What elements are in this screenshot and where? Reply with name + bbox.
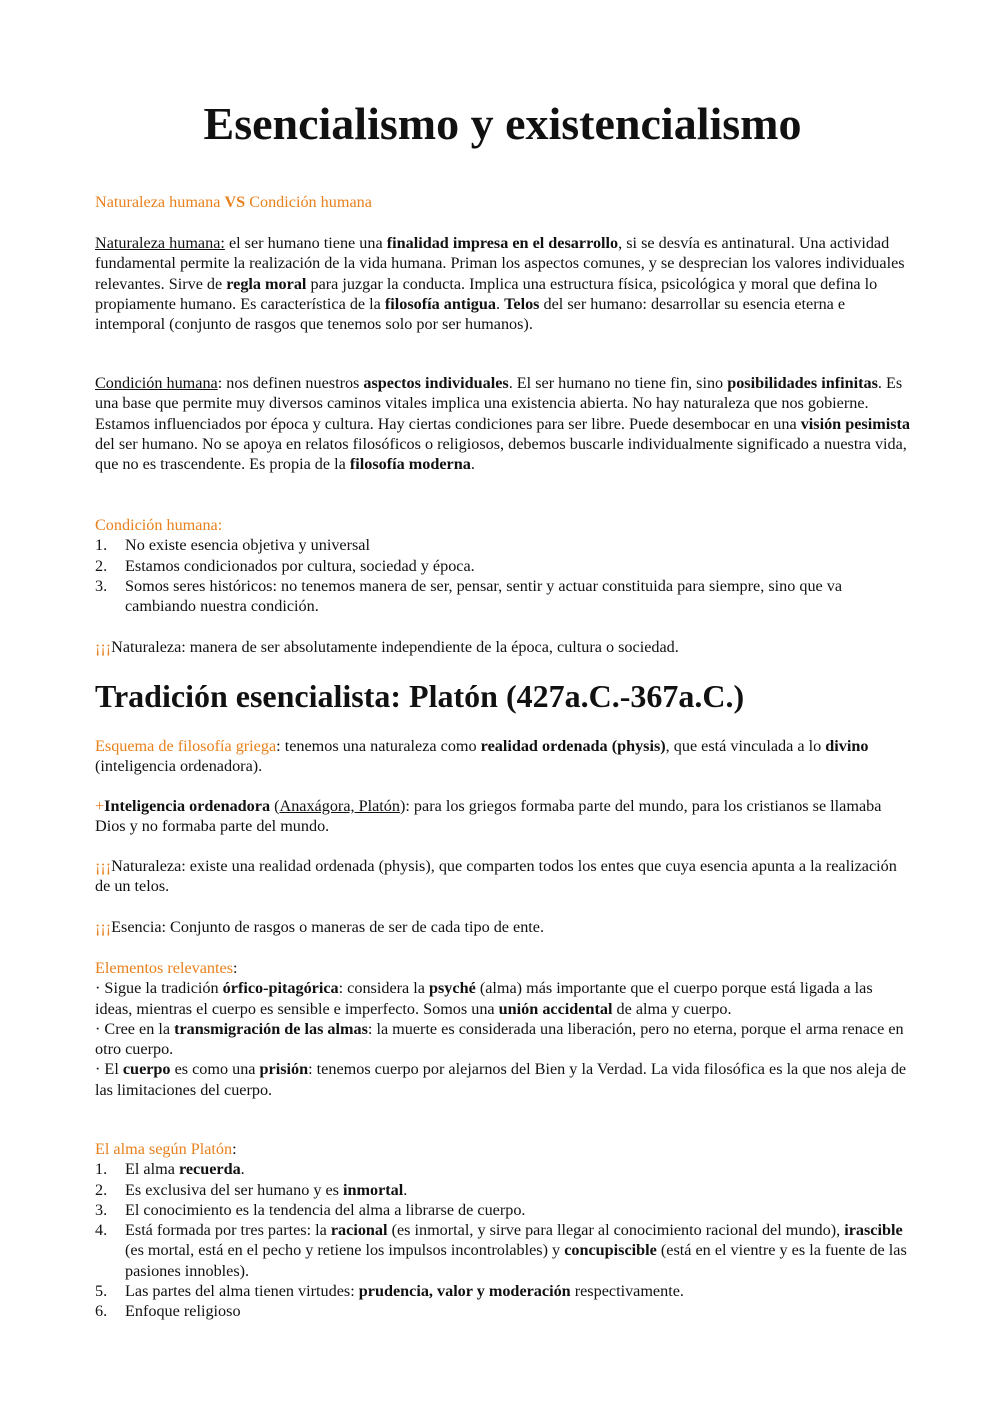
inteligencia-paragraph (95, 796, 910, 837)
list-number: 3. (95, 576, 108, 595)
naturaleza-paragraph (95, 233, 910, 334)
list-number: 1. (95, 536, 108, 555)
text-run: El conocimiento es la tendencia del alma a librarse de cuerpo. (125, 1200, 526, 1219)
text-run: es como una (170, 1060, 260, 1079)
list-number: 2. (95, 556, 108, 575)
bold-run: unión accidental (498, 999, 613, 1018)
condicion-list-section (95, 515, 910, 616)
list-item (95, 576, 910, 617)
esquema-paragraph (95, 736, 910, 777)
text-run: : tenemos una naturaleza como (276, 737, 481, 755)
naturaleza-label: Naturaleza humana: (95, 234, 225, 252)
underlined-run: Anaxágora, Platón (279, 797, 400, 815)
list-text: Somos seres históricos: no tenemos manera de ser, pensar, sentir y actuar constituida para siempre, sino que va cambiando nuestra condición. (125, 576, 843, 616)
text-run: El alma (125, 1160, 179, 1179)
text-run: : (232, 1140, 237, 1158)
list-item (95, 1281, 910, 1301)
text-run: Es exclusiva del ser humano y es (125, 1180, 344, 1199)
text-run: . (470, 455, 475, 474)
text-run: . El ser humano no tiene fin, sino (508, 374, 728, 392)
text-run: . (403, 1180, 408, 1199)
alma-heading (95, 1139, 910, 1159)
bold-run: órfico-pitagórica (222, 979, 339, 998)
elementos-heading (95, 958, 910, 978)
bold-run: posibilidades infinitas (727, 374, 878, 392)
subtitle-b: Condición humana (245, 193, 372, 211)
list-item (95, 556, 910, 576)
subtitle (95, 192, 910, 212)
text-run: : tenemos cuerpo por alejarnos del Bien y la Verdad. La vida filosófica es la que nos aleja de las limitaciones del cuerpo. (95, 1060, 907, 1099)
elemento-item (95, 1019, 910, 1060)
bold-run: finalidad impresa en el desarrollo (386, 234, 619, 252)
bold-run: concupiscible (564, 1241, 657, 1260)
text-run: : considera la (338, 979, 429, 998)
text-run: de alma y cuerpo. (612, 999, 732, 1018)
text-run: . (240, 1160, 245, 1179)
subtitle-vs: VS (224, 193, 246, 211)
text-run: . Es una base que permite muy diversos caminos vitales implica una existencia abierta. No hay naturaleza que nos gobierne. Estamos influenciados por época y cultura. Hay ciertas condiciones para ser libre. Puede desembocar en una (95, 374, 903, 433)
alma-list (95, 1159, 910, 1321)
bold-run: Telos (504, 294, 540, 313)
text-run: (alma) más importante que el cuerpo porque está ligada a las ideas, mientras el cuerpo es sensible e imperfecto. Somos una (95, 979, 873, 1018)
text-run: ( (270, 797, 280, 815)
note-text: Esencia: Conjunto de rasgos o maneras de ser de cada tipo de ente. (111, 918, 545, 936)
condicion-label: Condición humana (95, 374, 218, 392)
list-item (95, 535, 910, 555)
text-run: Las partes del alma tienen virtudes: (125, 1282, 359, 1301)
text-run: el ser humano tiene una (224, 234, 387, 252)
note-text: Naturaleza: manera de ser absolutamente independiente de la época, cultura o sociedad. (111, 638, 679, 656)
list-number: 4. (95, 1221, 108, 1240)
alma-heading-text: El alma según Platón (95, 1140, 233, 1158)
text-run: : la muerte es considerada una liberación, pero no eterna, porque el arma renace en otro cuerpo. (95, 1019, 904, 1059)
bold-run: regla moral (226, 274, 307, 293)
text-run: Enfoque religioso (125, 1302, 241, 1321)
list-text: Estamos condicionados por cultura, sociedad y época. (125, 556, 475, 575)
elemento-item (95, 1059, 910, 1100)
exclamation-mark: ¡¡¡ (95, 918, 112, 936)
list-item (95, 1180, 910, 1200)
subtitle-a: Naturaleza humana (95, 193, 225, 211)
text-run: (inteligencia ordenadora). (95, 757, 263, 776)
text-run: del ser humano. No se apoya en relatos filosóficos o religiosos, debemos buscarle individualmente significado a nuestra vida, que no es trascendente. Es propia de la (95, 434, 907, 474)
plus-mark: + (95, 797, 105, 815)
text-run: para juzgar la conducta. Implica una estructura física, psicológica y moral que defina lo propiamente humano. Es característica de la (95, 274, 878, 313)
nota-naturaleza-2 (95, 856, 910, 897)
text-run: · El (95, 1060, 123, 1079)
text-run: · Sigue la tradición (95, 979, 223, 998)
list-number: 5. (95, 1282, 108, 1301)
text-run: respectivamente. (570, 1282, 684, 1301)
list-item (95, 1159, 910, 1179)
text-run: : nos definen nuestros (217, 374, 364, 392)
alma-section (95, 1139, 910, 1322)
bold-run: visión pesimista (800, 414, 910, 433)
bold-run: racional (330, 1221, 388, 1240)
text-run: . (495, 294, 505, 313)
elementos-section (95, 958, 910, 1100)
list-number: 6. (95, 1302, 108, 1321)
text-run: Está formada por tres partes: la (125, 1221, 331, 1240)
elemento-item (95, 978, 910, 1019)
bold-run: transmigración de las almas (174, 1019, 368, 1038)
nota-esencia (95, 917, 910, 937)
page-title: Esencialismo y existencialismo (203, 98, 802, 149)
text-run: , que está vinculada a lo (665, 737, 826, 755)
bold-run: Inteligencia ordenadora (104, 797, 271, 815)
list-item (95, 1220, 910, 1281)
text-run: , si se desvía es antinatural. Una actividad fundamental permite la realización de la vida humana. Priman los aspectos comunes, y se desprecian los valores individuales relevantes. Sirve de (95, 234, 905, 293)
bold-run: irascible (844, 1221, 903, 1240)
text-run: del ser humano: desarrollar su esencia eterna e intemporal (conjunto de rasgos que tenemos solo por ser humanos). (95, 294, 846, 334)
bold-run: filosofía antigua (384, 294, 496, 313)
condicion-list (95, 535, 910, 616)
bold-run: psyché (428, 979, 476, 998)
text-run: : (233, 959, 238, 977)
section-heading-platon: Tradición esencialista: Platón (427a.C.-367a.C.) (95, 678, 745, 714)
exclamation-mark: ¡¡¡ (95, 857, 112, 875)
list-text: No existe esencia objetiva y universal (125, 536, 370, 555)
text-run: · Cree en la (95, 1019, 175, 1038)
bold-run: realidad ordenada (physis) (480, 737, 666, 755)
list-item (95, 1200, 910, 1220)
condicion-list-heading: Condición humana: (95, 516, 223, 534)
text-run: ): para los griegos formaba parte del mundo, para los cristianos se llamaba Dios y no formaba parte del mundo. (95, 797, 882, 836)
bold-run: recuerda (178, 1160, 241, 1179)
list-number: 3. (95, 1200, 108, 1219)
list-item (95, 1301, 910, 1321)
bold-run: filosofía moderna (349, 455, 471, 474)
bold-run: divino (825, 737, 869, 755)
bold-run: prisión (259, 1060, 309, 1079)
exclamation-mark: ¡¡¡ (95, 638, 112, 656)
bold-run: cuerpo (122, 1060, 171, 1079)
note-text: Naturaleza: existe una realidad ordenada (physis), que comparten todos los entes que cuya esencia apunta a la realización de un telos. (95, 857, 897, 896)
list-number: 1. (95, 1160, 108, 1179)
bold-run: aspectos individuales (363, 374, 509, 392)
text-run: (es inmortal, y sirve para llegar al conocimiento racional del mundo), (387, 1221, 845, 1240)
text-run: (está en el vientre y es la fuente de las pasiones innobles). (125, 1241, 907, 1280)
nota-naturaleza-1 (95, 637, 910, 657)
bold-run: prudencia, valor y moderación (358, 1282, 571, 1301)
condicion-paragraph (95, 373, 910, 474)
elementos-heading-text: Elementos relevantes (95, 959, 233, 977)
esquema-label: Esquema de filosofía griega (95, 737, 277, 755)
bold-run: inmortal (343, 1180, 404, 1199)
list-number: 2. (95, 1180, 108, 1199)
text-run: (es mortal, está en el pecho y retiene los impulsos incontrolables) y (125, 1241, 565, 1260)
